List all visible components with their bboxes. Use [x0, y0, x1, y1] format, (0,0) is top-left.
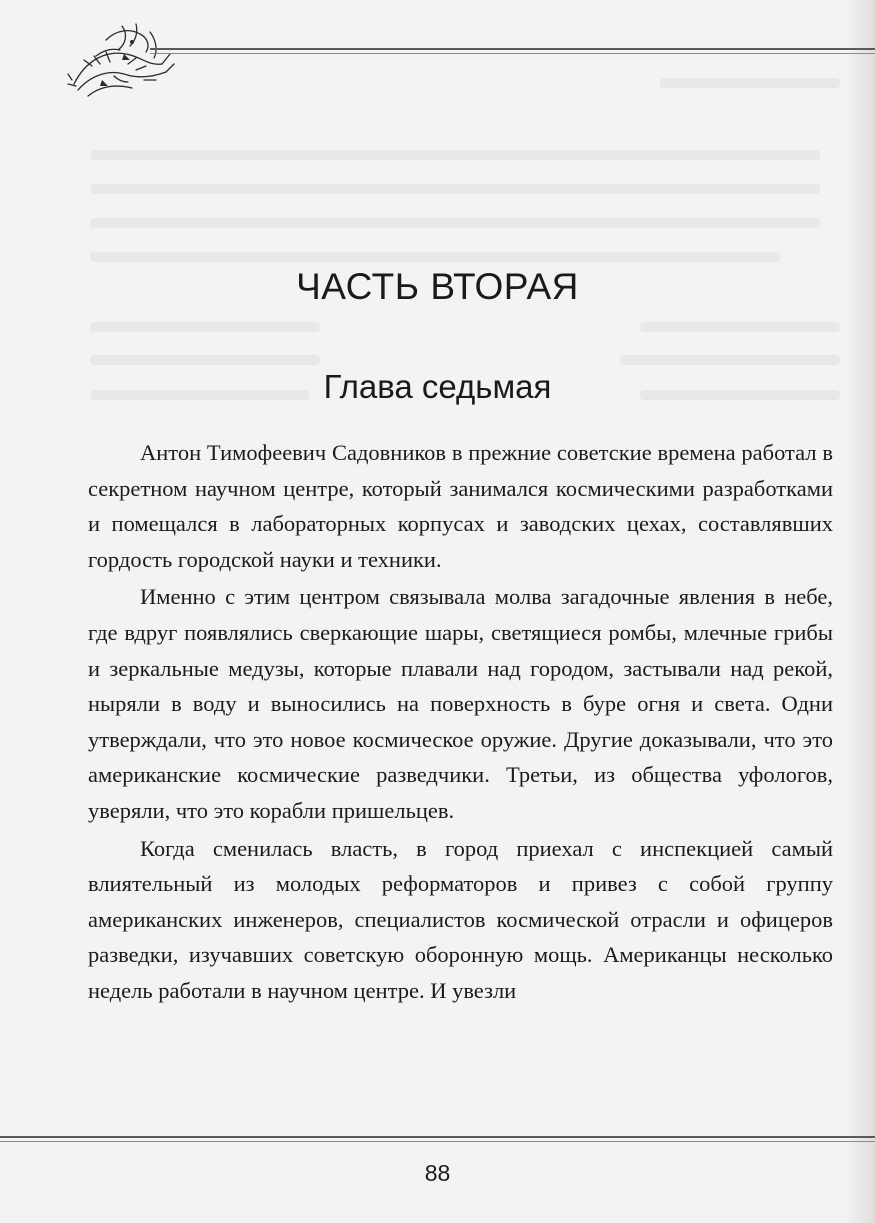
- part-title: ЧАСТЬ ВТОРАЯ: [296, 266, 579, 307]
- body-text: [88, 435, 833, 1011]
- paragraph: Именно с этим центром связывала молва загадочные явления в небе, где вдруг появлялись сверкающие шары, светящиеся ромбы, млечные грибы и зеркальные медузы, которые плавали над городом, застывали над рекой, ныряли в воду и выносились на поверхность в буре огня и света. Одни утверждали, что это новое космическое оружие. Другие доказывали, что это американские космические разведчики. Третьи, из общества уфологов, уверяли, что это корабли пришельцев.: [88, 584, 833, 823]
- chapter-title: Глава седьмая: [323, 368, 552, 405]
- page-number: 88: [424, 1160, 451, 1186]
- paragraph: Антон Тимофеевич Садовников в прежние советские времена работал в секретном научном центре, который занимался космическими разработками и помещался в лабораторных корпусах и заводских цехах, составлявших гордость городской науки и техники.: [88, 440, 833, 572]
- page-edge-shadow: [845, 0, 875, 1223]
- dragon-vignette-icon: [66, 20, 178, 106]
- footer-rule: [0, 1136, 875, 1142]
- header-rule: [150, 48, 875, 54]
- paragraph: Когда сменилась власть, в город приехал с инспекцией самый влиятельный из молодых реформаторов и привез с собой группу американских инженеров, специалистов космической отрасли и офицеров разведки, изучавших советскую оборонную мощь. Американцы несколько недель работали в научном центре. И увезли: [88, 835, 833, 1003]
